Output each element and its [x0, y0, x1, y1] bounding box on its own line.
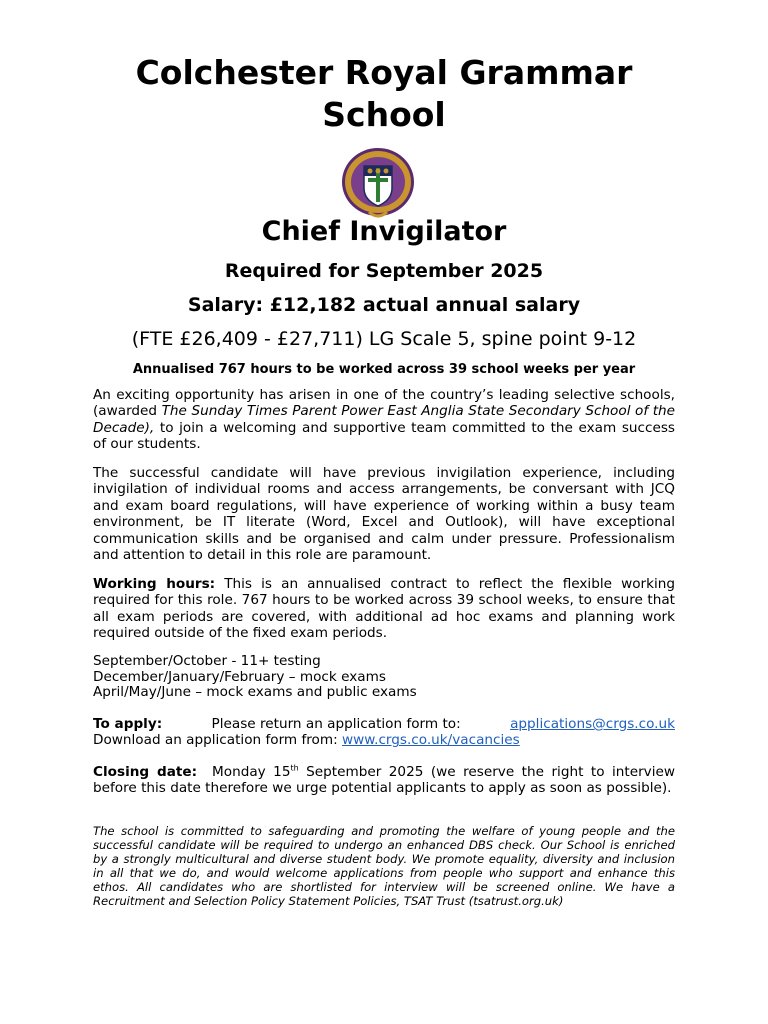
candidate-paragraph: The successful candidate will have previous invigilation experience, including invigilation of individual rooms and access arrangements, be conversant with JCQ and exam board regulations, will have experience of working within a busy team environment, be IT literate (Word, Excel and Outlook), will have exceptional communication skills and be organised and calm under pressure. Professionalism and attention to detail in this role are paramount.	[93, 465, 675, 564]
intro-text-end: to join a welcoming and supportive team committed to the exam success of our students.	[93, 419, 675, 453]
closing-label: Closing date:	[93, 764, 198, 780]
schedule-item: April/May/June – mock exams and public exams	[93, 684, 417, 701]
closing-date-suffix: th	[290, 763, 299, 773]
safeguarding-statement: The school is committed to safeguarding and promoting the welfare of young people and the successful candidate will be required to undergo an enhanced DBS check. Our School is enriched by a strongly multicultural and diverse student body. We promote equality, diversity and inclusion in all that we do, and would welcome applications from people who support and enhance this ethos. All candidates who are shortlisted for interview will be screened online. We have a Recruitment and Selection Policy Statement Policies, TSAT Trust (tsatrust.org.uk)	[93, 824, 675, 908]
job-title: Chief Invigilator	[261, 216, 507, 247]
salary-heading: Salary: £12,182 actual annual salary	[187, 294, 581, 316]
apply-email-link[interactable]: applications@crgs.co.uk	[510, 716, 675, 732]
apply-text: Please return an application form to:	[211, 716, 461, 732]
closing-paragraph	[93, 764, 675, 797]
school-name: Colchester Royal Grammar School	[135, 53, 633, 134]
intro-paragraph	[93, 387, 675, 453]
apply-row	[93, 716, 675, 732]
vacancies-link[interactable]: www.crgs.co.uk/vacancies	[342, 732, 520, 749]
working-hours-label: Working hours:	[93, 576, 216, 592]
closing-text: (we reserve the right to interview before this date therefore we urge potential applicants to apply as soon as possible).	[93, 764, 675, 797]
award-text: The Sunday Times Parent Power East Anglia State Secondary School of the Decade),	[93, 403, 676, 436]
schedule-item: September/October - 11+ testing	[93, 653, 321, 669]
download-text: Download an application form from:	[93, 732, 343, 749]
fte-scale: (FTE £26,409 - £27,711) LG Scale 5, spine point 9-12	[131, 328, 637, 350]
schedule-item: December/January/February – mock exams	[93, 668, 386, 685]
apply-section	[93, 716, 675, 749]
school-crest-icon	[339, 146, 417, 224]
hours-summary: Annualised 767 hours to be worked across 39 school weeks per year	[132, 362, 636, 377]
intro-text: An exciting opportunity has arisen in one of the country’s leading selective schools, (awarded	[93, 387, 675, 420]
closing-date-day: Monday 15	[212, 764, 291, 780]
download-row	[93, 732, 675, 748]
closing-date-rest: September 2025	[298, 764, 424, 780]
exam-schedule	[93, 654, 675, 701]
working-hours-paragraph	[93, 576, 675, 642]
working-hours-text: This is an annualised contract to reflect the flexible working required for this role. 767 hours to be worked across 39 school weeks, to ensure that all exam periods are covered, with additional ad hoc exams and planning work required outside of the fixed exam periods.	[93, 576, 676, 642]
apply-label: To apply:	[93, 716, 163, 732]
start-date-heading: Required for September 2025	[224, 260, 544, 282]
